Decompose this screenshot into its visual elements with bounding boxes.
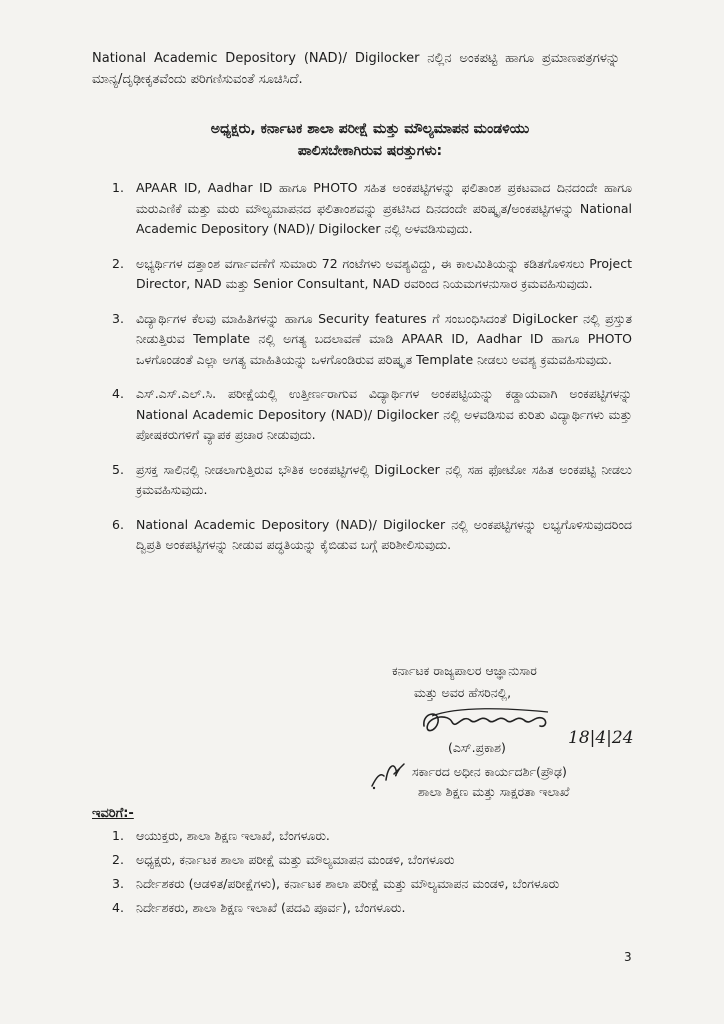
recipient-text: ಆಯುಕ್ತರು, ಶಾಲಾ ಶಿಕ್ಷಣ ಇಲಾಖೆ, ಬೆಂಗಳೂರು. [136,828,330,843]
recipient-number: 2. [112,852,124,867]
recipient-item [112,826,632,846]
authority-block [392,660,622,704]
page-number: 3 [624,950,632,964]
condition-text: ಎಸ್.ಎಸ್.ಎಲ್.ಸಿ. ಪರೀಕ್ಷೆಯಲ್ಲಿ ಉತ್ತೀರ್ಣರಾಗುವ ವಿದ್ಯಾರ್ಥಿಗಳ ಅಂಕಪಟ್ಟಿಯನ್ನು ಕಡ್ಡಾಯವಾಗಿ ಅಂಕಪಟ್ಟಿಗಳನ್ನು National Academic Depository (NAD)/ Digilocker ನಲ್ಲಿ ಅಳವಡಿಸುವ ಕುರಿತು ವಿದ್ಯಾರ್ಥಿಗಳು ಮತ್ತು ಪೋಷಕರುಗಳಿಗೆ ವ್ಯಾಪಕ ಪ್ರಚಾರ ನೀಡುವುದು. [136,386,632,442]
recipient-item [112,874,632,894]
recipient-number: 4. [112,900,124,915]
signer-department: ಶಾಲಾ ಶಿಕ್ಷಣ ಮತ್ತು ಸಾಕ್ಷರತಾ ಇಲಾಖೆ [418,784,570,799]
recipients-list [112,826,632,922]
authority-line-2: ಮತ್ತು ಅವರ ಹೆಸರಿನಲ್ಲಿ, [414,685,512,700]
condition-item [112,254,632,295]
recipients-label: ಇವರಿಗೆ:- [92,806,134,821]
heading-line-2: ಪಾಲಿಸಬೇಕಾಗಿರುವ ಷರತ್ತುಗಳು: [297,143,443,159]
handwritten-date: 18|4|24 [568,728,634,748]
condition-item [112,309,632,371]
recipient-text: ನಿರ್ದೇಶಕರು (ಆಡಳಿತ/ಪರೀಕ್ಷೆಗಳು), ಕರ್ನಾಟಕ ಶಾಲಾ ಪರೀಕ್ಷೆ ಮತ್ತು ಮೌಲ್ಯಮಾಪನ ಮಂಡಳಿ, ಬೆಂಗಳೂರು [136,876,560,891]
condition-number: 4. [112,386,124,401]
recipient-text: ಅಧ್ಯಕ್ಷರು, ಕರ್ನಾಟಕ ಶಾಲಾ ಪರೀಕ್ಷೆ ಮತ್ತು ಮೌಲ್ಯಮಾಪನ ಮಂಡಳಿ, ಬೆಂಗಳೂರು [136,852,455,867]
condition-number: 6. [112,516,124,532]
condition-number: 1. [112,180,124,195]
signature-icon [418,704,568,740]
recipient-number: 1. [112,828,124,843]
condition-number: 2. [112,255,124,271]
condition-item [112,384,632,446]
authority-line-1: ಕರ್ನಾಟಕ ರಾಜ್ಯಪಾಲರ ಆಜ್ಞಾನುಸಾರ [392,663,537,678]
condition-text: ವಿದ್ಯಾರ್ಥಿಗಳ ಕೆಲವು ಮಾಹಿತಿಗಳನ್ನು ಹಾಗೂ Security features ಗೆ ಸಂಬಂಧಿಸಿದಂತೆ DigiLocker ನಲ್ಲಿ ಪ್ರಸ್ತುತ ನೀಡುತ್ತಿರುವ Template ನಲ್ಲಿ ಅಗತ್ಯ ಬದಲಾವಣೆ ಮಾಡಿ APAAR ID, Aadhar ID ಹಾಗೂ PHOTO ಒಳಗೊಂಡಂತೆ ಎಲ್ಲಾ ಅಗತ್ಯ ಮಾಹಿತಿಯನ್ನು ಒಳಗೊಂಡಿರುವ ಪರಿಷ್ಕೃತ Template ನೀಡಲು ಅವಶ್ಯ ಕ್ರಮವಹಿಸುವುದು. [136,310,632,367]
recipient-item [112,850,632,870]
conditions-heading [130,118,610,162]
condition-number: 5. [112,461,124,477]
conditions-list [112,178,632,570]
recipient-number: 3. [112,876,124,891]
recipient-item [112,898,632,918]
condition-item [112,515,632,556]
intro-paragraph: National Academic Depository (NAD)/ Digilocker ನಲ್ಲಿನ ಅಂಕಪಟ್ಟಿ ಹಾಗೂ ಪ್ರಮಾಣಪತ್ರಗಳನ್ನು ಮಾನ್ಯ/ದೃಢೀಕೃತವೆಂದು ಪರಿಗಣಿಸುವಂತೆ ಸೂಚಿಸಿದೆ. [92,51,620,87]
condition-text: APAAR ID, Aadhar ID ಹಾಗೂ PHOTO ಸಹಿತ ಅಂಕಪಟ್ಟಿಗಳನ್ನು ಫಲಿತಾಂಶ ಪ್ರಕಟವಾದ ದಿನದಂದೇ ಹಾಗೂ ಮರುಎಣಿಕೆ ಮತ್ತು ಮರು ಮೌಲ್ಯಮಾಪನದ ಫಲಿತಾಂಶವನ್ನು ಪ್ರಕಟಿಸಿದ ದಿನದಂದೇ ಪರಿಷ್ಕೃತ/ಅಂಕಪಟ್ಟಿಗಳನ್ನು National Academic Depository (NAD)/ Digilocker ನಲ್ಲಿ ಅಳವಡಿಸುವುದು. [136,180,632,236]
condition-text: ಪ್ರಸಕ್ತ ಸಾಲಿನಲ್ಲಿ ನೀಡಲಾಗುತ್ತಿರುವ ಭೌತಿಕ ಅಂಕಪಟ್ಟಿಗಳಲ್ಲಿ DigiLocker ನಲ್ಲಿ ಸಹ ಫೋಟೋ ಸಹಿತ ಅಂಕಪಟ್ಟಿ ನೀಡಲು ಕ್ರಮವಹಿಸುವುದು. [136,461,632,497]
signer-name: (ಎಸ್.ಪ್ರಕಾಶ) [448,740,506,755]
condition-item [112,460,632,501]
condition-text: ಅಭ್ಯರ್ಥಿಗಳ ದತ್ತಾಂಶ ವರ್ಗಾವಣೆಗೆ ಸುಮಾರು 72 ಗಂಟೆಗಳು ಅವಶ್ಯವಿದ್ದು, ಈ ಕಾಲಮಿತಿಯನ್ನು ಕಡಿತಗೊಳಿಸಲು Project Director, NAD ಮತ್ತು Senior Consultant, NAD ರವರಿಂದ ನಿಯಮಗಳನುಸಾರ ಕ್ರಮವಹಿಸುವುದು. [136,255,632,291]
condition-number: 3. [112,310,124,326]
heading-line-1: ಅಧ್ಯಕ್ಷರು, ಕರ್ನಾಟಕ ಶಾಲಾ ಪರೀಕ್ಷೆ ಮತ್ತು ಮೌಲ್ಯಮಾಪನ ಮಂಡಳಿಯು [210,121,530,137]
signer-title: ಸರ್ಕಾರದ ಅಧೀನ ಕಾರ್ಯದರ್ಶಿ(ಪ್ರೌಢ) [412,764,567,779]
recipient-text: ನಿರ್ದೇಶಕರು, ಶಾಲಾ ಶಿಕ್ಷಣ ಇಲಾಖೆ (ಪದವಿ ಪೂರ್ವ), ಬೆಂಗಳೂರು. [136,900,406,915]
condition-item [112,178,632,240]
condition-text: National Academic Depository (NAD)/ Digilocker ನಲ್ಲಿ ಅಂಕಪಟ್ಟಿಗಳನ್ನು ಲಭ್ಯಗೊಳಿಸುವುದರಿಂದ ದ್ವಿಪ್ರತಿ ಅಂಕಪಟ್ಟಿಗಳನ್ನು ನೀಡುವ ಪದ್ಧತಿಯನ್ನು ಕೈಬಿಡುವ ಬಗ್ಗೆ ಪರಿಶೀಲಿಸುವುದು. [136,516,632,552]
